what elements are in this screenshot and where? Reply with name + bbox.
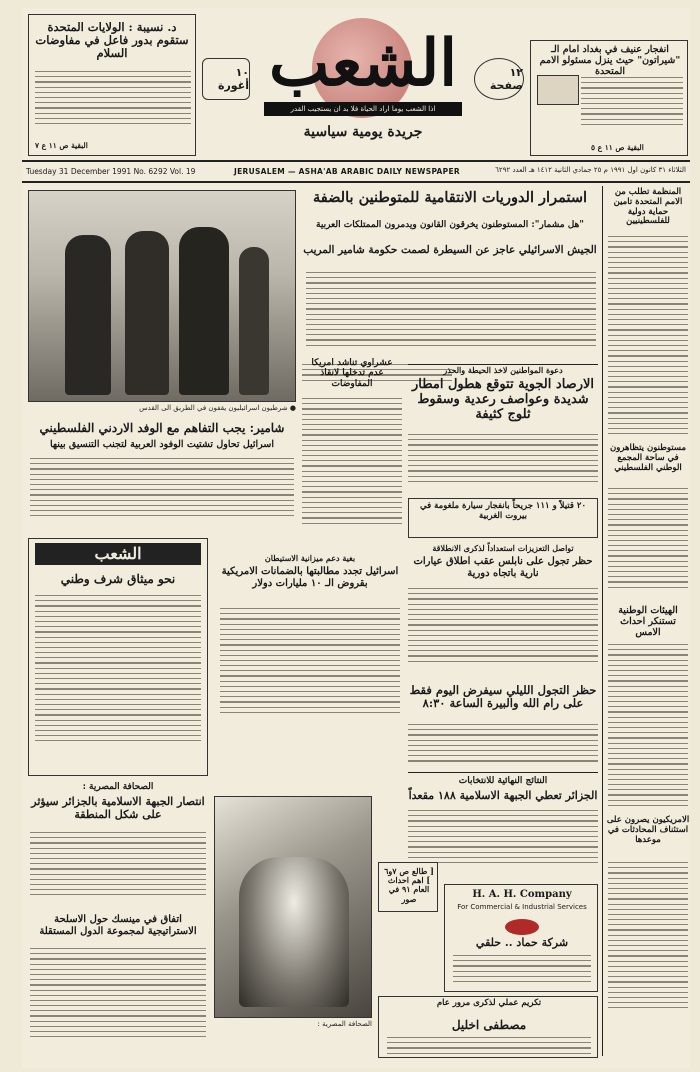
company-body xyxy=(453,955,591,989)
top-left-body xyxy=(35,71,191,137)
main-story-body xyxy=(306,272,596,362)
logo-text: الشعب xyxy=(268,26,458,101)
masthead-subtitle: جريدة يومية سياسية xyxy=(303,124,423,140)
press-body xyxy=(30,832,206,908)
curfew-headline: حظر التجول الليلي سيفرض اليوم فقط على رام الله والبيرة الساعة ٨:٣٠ xyxy=(409,683,597,711)
jerusalem-headline: عشراوي تناشد امريكا عدم تدخلها لانقاذ المفاوضات xyxy=(311,358,393,389)
beirut-headline: ٢٠ قتيلاً و ١١١ جريحاً بانفجار سيارة ملغومة في بيروت الغربية xyxy=(419,501,587,521)
budget-headline: اسرائيل تجدد مطالبتها بالضمانات الامريكية بقروض الـ ١٠ مليارات دولار xyxy=(221,566,399,589)
events-box-text: [ طالع ص ٧و٦ ] اهم احداث العام ٩١ في صور xyxy=(384,866,434,904)
weather-headline: الارصاد الجوية تتوقع هطول امطار شديدة وعواصف رعدية وسقوط ثلوج كثيفة xyxy=(411,377,594,422)
company-ad xyxy=(444,884,598,992)
soldier-figure-1 xyxy=(65,235,111,395)
top-right-headline: انفجار عنيف في بغداد امام الـ "شيراتون" حيث ينزل مسئولو الامم المتحدة xyxy=(539,44,681,77)
right-col-headline-3: الهيئات الوطنية تستنكر احداث الامس xyxy=(618,605,678,638)
budget-kicker: بغية دعم ميزانية الاستيطان xyxy=(264,553,356,563)
obituary-name: مصطفى اخليل xyxy=(451,1018,527,1032)
top-left-story xyxy=(28,14,196,156)
weather-body xyxy=(408,434,598,494)
right-col-divider xyxy=(602,186,603,1056)
algeria-kicker: النتائج النهائية للانتخابات xyxy=(458,776,548,786)
dateline-rule-top xyxy=(22,160,690,162)
obituary-body xyxy=(387,1037,591,1057)
top-right-story xyxy=(530,40,688,156)
shamir-subhead: اسرائيل تحاول تشتيت الوفود العربية لتجنب التنسيق بينها xyxy=(49,439,275,450)
motto-banner: اذا الشعب يوما اراد الحياة فلا بد ان يستجيب القدر xyxy=(264,102,462,116)
right-col-headline-4: الامريكيون يصرون على استئناف المحادثات في موعدها xyxy=(606,815,690,845)
right-col-body-4 xyxy=(608,862,688,1012)
dateline xyxy=(22,164,690,180)
company-name: H. A. H. Company xyxy=(472,889,572,900)
masthead xyxy=(202,14,524,156)
curfew-body xyxy=(408,724,598,770)
bottom-photo-caption-text: الصحافة المصرية : xyxy=(317,1020,372,1028)
events-box xyxy=(378,862,438,912)
press-headline: الصحافة المصرية : xyxy=(82,782,154,792)
column-body xyxy=(35,595,201,769)
company-ar: شركة حماد .. حلقي xyxy=(475,936,569,949)
person-figure xyxy=(239,857,349,1007)
weather-kicker: دعوة المواطنين لاخذ الحيطة والحذر xyxy=(443,365,563,375)
main-headline: استمرار الدوريات الانتقامية للمتوطنين بالضفة xyxy=(312,189,588,206)
right-col-body-2 xyxy=(608,488,688,598)
company-subline: For Commercial & Industrial Services xyxy=(457,903,587,911)
masthead-logo xyxy=(260,16,466,120)
newspaper-page xyxy=(22,8,690,1068)
shamir-body xyxy=(30,458,294,532)
top-right-more: البقية ص ١١ ع ٥ xyxy=(591,143,644,152)
column-banner: الشعب xyxy=(35,543,201,565)
right-col-body-1 xyxy=(608,236,688,436)
soldier-figure-4 xyxy=(239,247,269,395)
shamir-headline: شامير: يجب التفاهم مع الوفد الاردني الفلسطيني xyxy=(39,421,285,435)
right-col-headline-2: مستوطنون يتظاهرون في ساحة المجمع الوطني الفلسطيني xyxy=(609,443,687,473)
budget-body xyxy=(220,608,400,738)
obituary-title: تكريم عملي لذكرى مرور عام xyxy=(436,998,542,1008)
jerusalem-body xyxy=(302,398,402,548)
price-right: ١٢ صفحة xyxy=(474,58,524,100)
minsk-headline: اتفاق في مينسك حول الاسلحة الاستراتيجية لمجموعة الدول المستقلة xyxy=(39,914,197,937)
right-col-body-3 xyxy=(608,644,688,810)
price-left: ١٠ أغورة xyxy=(202,58,250,100)
bomb-illustration-icon xyxy=(537,75,579,105)
top-right-body xyxy=(581,77,683,139)
press-subhead: انتصار الجبهة الاسلامية بالجزائر سيؤثر على شكل المنطقة xyxy=(31,795,205,821)
dateline-ar: الثلاثاء ٣١ كانون اول ١٩٩١ م ٢٥ جمادي الثانية ١٤١٢ هـ العدد ٦٢٩٢ xyxy=(495,166,686,174)
top-photo xyxy=(28,190,296,402)
dateline-en: Tuesday 31 December 1991 No. 6292 Vol. 19 xyxy=(26,167,196,176)
main-subhead-2: الجيش الاسرائيلي عاجز عن السيطرة لصمت حكومة شامير المريب xyxy=(303,244,597,256)
editorial-column xyxy=(28,538,208,776)
dateline-middle: JERUSALEM — ASHA'AB ARABIC DAILY NEWSPAPER xyxy=(234,167,460,176)
bottom-photo xyxy=(214,796,372,1018)
algeria-headline: الجزائر تعطي الجبهة الاسلامية ١٨٨ مقعداً xyxy=(408,789,598,802)
soldier-figure-3 xyxy=(179,227,229,395)
bottom-photo-caption xyxy=(214,1020,372,1029)
right-col-headline-1: المنظمة تطلب من الامم المتحدة تامين حماية دولية للفلسطينيين xyxy=(613,187,683,227)
nablus-kicker: تواصل التعزيزات استعداداً لذكرى الانطلاقة xyxy=(432,543,574,553)
top-left-headline: د. نسيبة : الولايات المتحدة ستقوم بدور فاعل في مفاوضات السلام xyxy=(35,20,189,61)
nablus-headline: حظر تجول على نابلس عقب اطلاق عيارات نارية باتجاه دورية xyxy=(413,556,593,579)
top-left-more: البقية ص ١١ ع ٧ xyxy=(35,141,88,150)
minsk-body xyxy=(30,948,206,1056)
algeria-rule xyxy=(408,772,598,773)
nablus-body xyxy=(408,588,598,678)
right-column xyxy=(606,188,690,1048)
company-logo-icon xyxy=(505,919,539,935)
top-photo-caption: ● شرطيون اسرائيليون يقفون في الطريق الى القدس xyxy=(139,404,296,412)
obituary xyxy=(378,996,598,1058)
column-title: نحو ميثاق شرف وطني xyxy=(60,572,176,586)
dateline-rule-bottom xyxy=(22,181,690,183)
soldier-figure-2 xyxy=(125,231,169,395)
main-subhead-1: "هل مشمار": المستوطنون يخرقون القانون ويدمرون الممتلكات العربية xyxy=(316,220,584,230)
